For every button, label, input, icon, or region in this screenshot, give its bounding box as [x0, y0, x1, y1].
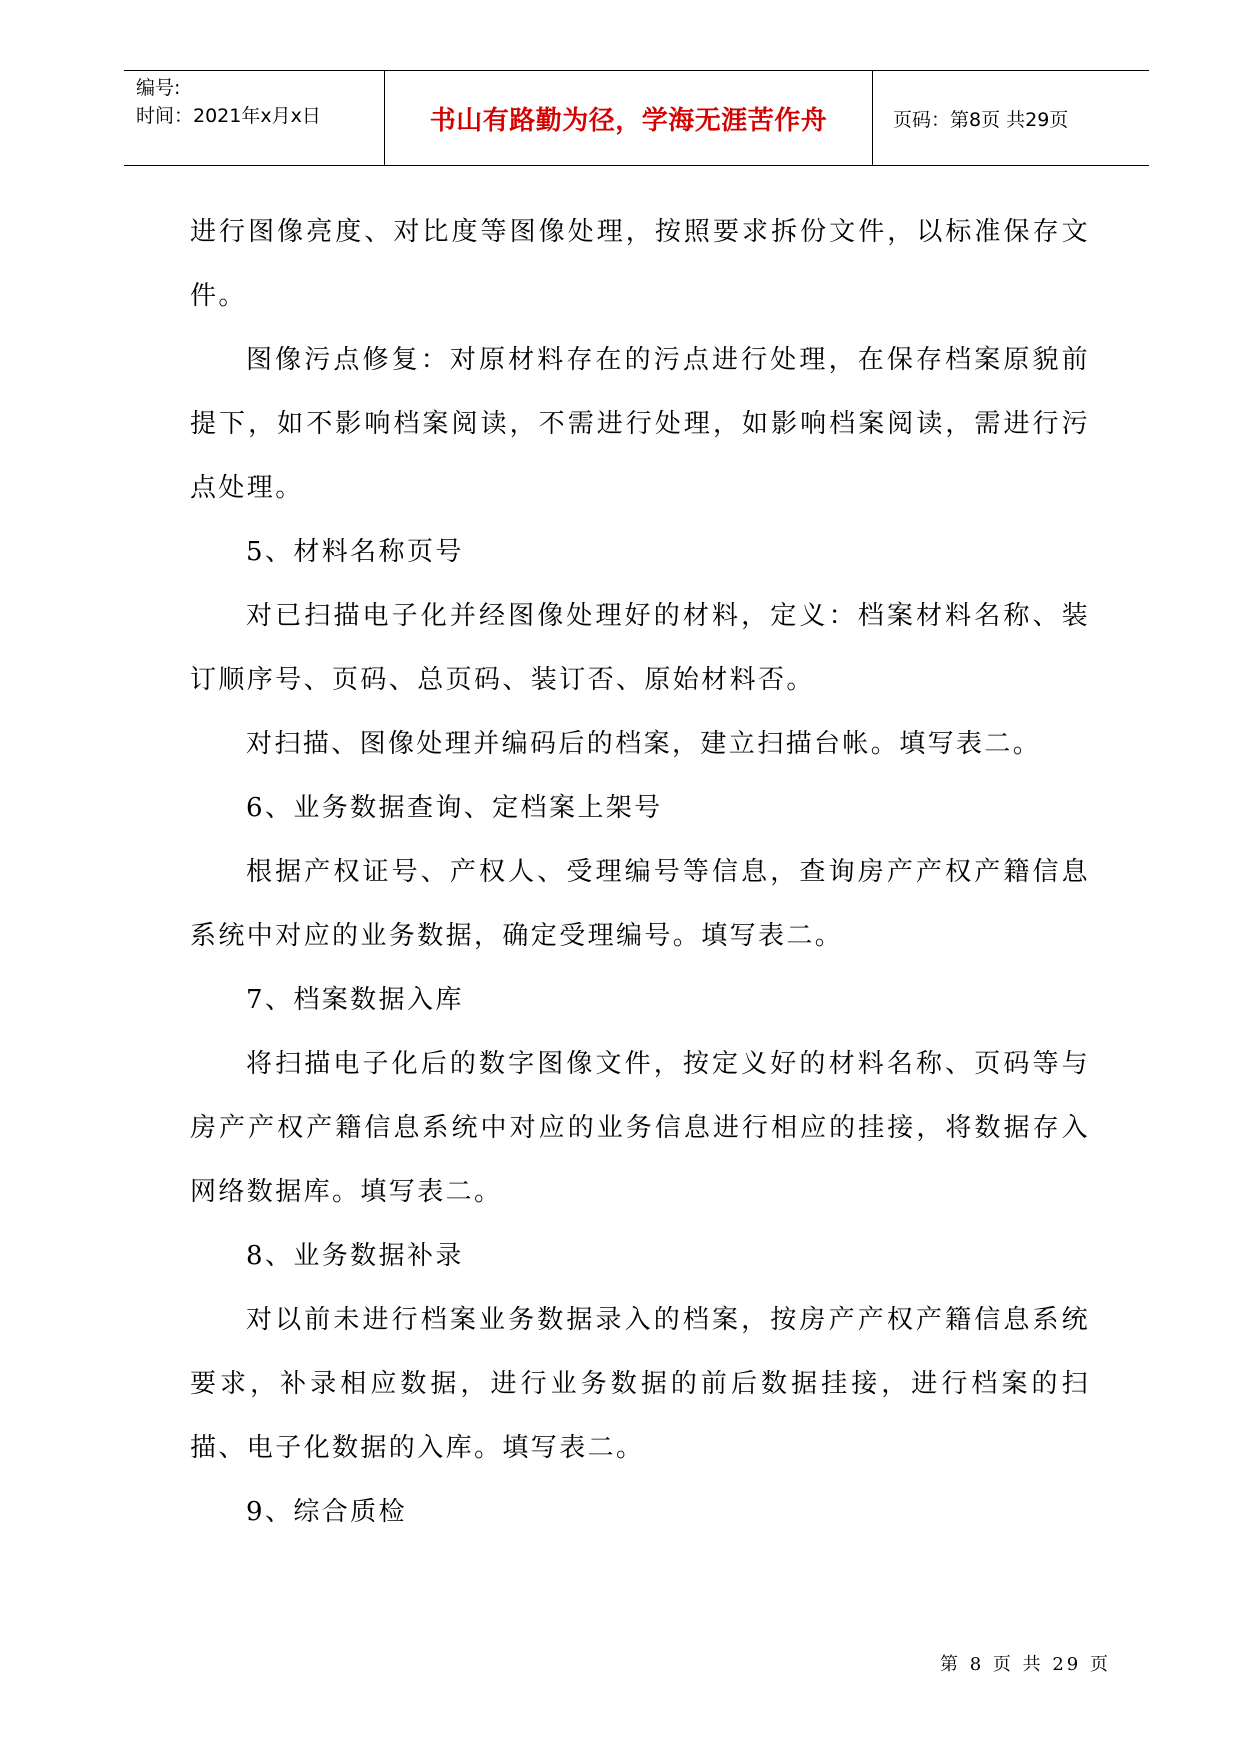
paragraph: 进行图像亮度、对比度等图像处理，按照要求拆份文件，以标准保存文件。: [190, 217, 1090, 311]
page-footer: 第 8 页 共 29 页: [940, 1654, 1111, 1675]
document-body: [190, 200, 1090, 1544]
section-heading: 6、业务数据查询、定档案上架号: [246, 793, 663, 823]
header-left-cell: [124, 71, 384, 165]
time-label: 时间：2021年x月x日: [136, 105, 321, 127]
paragraph: 对以前未进行档案业务数据录入的档案，按房产产权产籍信息系统要求，补录相应数据，进行业务数据的前后数据挂接，进行档案的扫描、电子化数据的入库。填写表二。: [190, 1305, 1090, 1463]
motto-text: 书山有路勤为径，学海无涯苦作舟: [429, 105, 828, 136]
paragraph: 图像污点修复：对原材料存在的污点进行处理，在保存档案原貌前提下，如不影响档案阅读，不需进行处理，如影响档案阅读，需进行污点处理。: [190, 345, 1090, 503]
number-label: 编号:: [136, 77, 181, 99]
section-heading: 5、材料名称页号: [246, 537, 464, 567]
page-header: [124, 70, 1149, 166]
section-heading: 9、综合质检: [246, 1497, 407, 1527]
section-heading: 8、业务数据补录: [246, 1241, 464, 1271]
paragraph: 根据产权证号、产权人、受理编号等信息，查询房产产权产籍信息系统中对应的业务数据，确定受理编号。填写表二。: [190, 857, 1090, 951]
paragraph: 对扫描、图像处理并编码后的档案，建立扫描台帐。填写表二。: [246, 729, 1042, 759]
header-motto-cell: [384, 71, 873, 165]
paragraph: 将扫描电子化后的数字图像文件，按定义好的材料名称、页码等与房产产权产籍信息系统中对应的业务信息进行相应的挂接，将数据存入网络数据库。填写表二。: [190, 1049, 1090, 1207]
paragraph: 对已扫描电子化并经图像处理好的材料，定义：档案材料名称、装订顺序号、页码、总页码、装订否、原始材料否。: [190, 601, 1090, 695]
header-page-cell: [873, 71, 1149, 165]
section-heading: 7、档案数据入库: [246, 985, 464, 1015]
page-info: 页码：第8页 共29页: [893, 108, 1069, 131]
